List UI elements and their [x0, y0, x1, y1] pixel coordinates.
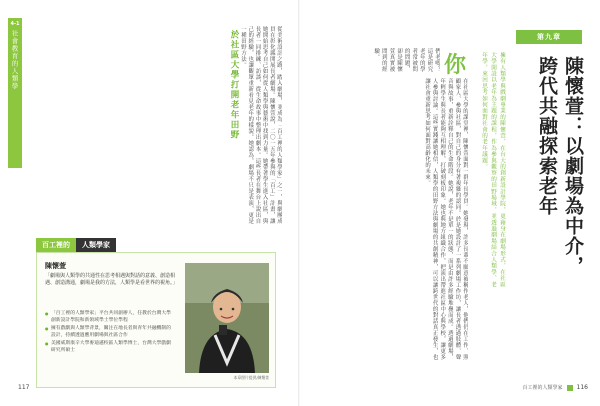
profile-photo: [185, 263, 269, 373]
drop-cap: 你: [444, 53, 467, 78]
side-tab-label: 社會教育的人類學: [10, 30, 19, 90]
chapter-title: 陳懷萱：以劇場為中介，跨代共融探索老年: [536, 56, 584, 276]
right-body-top-paragraph: 們老嗎？這是研究老年的學者常被問的問題，卻是陳懷萱真實被問到的經驗。: [373, 48, 440, 72]
profile-bullet: ● 「百工裡的人類學家」平台共同創辦人，任教於台灣大學創新設計學院和新領域學士學位學程: [45, 311, 173, 324]
right-footer: [523, 384, 588, 391]
portrait-illustration: [185, 263, 269, 373]
chapter-intro: 擁有人類學與戲劇專業的陳懷萱，在台大的創新設計學院，更藉身在劇場形式，在社區大學開設以老年為主題的課程，作為參與觀察的田野場域，並透過劇場結合人類學、老年學，來回思考如何面對社會的老年議題。: [481, 52, 505, 288]
profile-card: [36, 252, 276, 388]
people-tag-2: 人類學家: [76, 238, 116, 252]
running-footer-label: 百工裡的人類學家: [522, 385, 563, 391]
right-body-text: [318, 78, 468, 368]
left-body-text: [32, 26, 282, 234]
people-tag: 百工裡的: [36, 238, 76, 252]
people-section-header: [36, 238, 116, 252]
chapter-label: 第九章: [516, 30, 582, 44]
photo-caption: 本章照片提供/陳懷萱: [233, 375, 269, 380]
profile-bullet: ● 美國威斯康辛大學麥迪遜校區人類學博士，台灣大學戲劇研究所碩士: [45, 341, 173, 354]
right-body-paragraph: 在社區大學的課堂裡，陳懷萱面對一群年長學員。她發現，許多長輩不願意被稱作老人，他們仍在工作、照顧家人、參與社區，對自己的身分有著複雜的認同。於是她設計了一系列劇場工作坊，讓長者透過肢體、聲音與故事，重新詮釋自己的生命階段。她說，老年不是單一的狀態，而是由許多經驗堆疊而成。透過劇場，年輕學生與長者能夠互相理解，打破刻板印象。她也與地方組織合作，把演出帶進社區中心與學校，讓更多人參與討論。這些實踐讓她相信，人類學的田野方法與劇場的共創精神，可以讓跨世代的對話真正發生，也讓社會重新思考如何面對高齡化的未來。: [424, 78, 468, 360]
page-number-left: 117: [18, 384, 30, 391]
right-page: [300, 0, 600, 406]
footer-marker-icon: [567, 385, 573, 391]
chapter-side-tab: [8, 18, 22, 168]
side-tab-number: 4-1: [10, 21, 20, 27]
profile-quote: 「劇場與人類學的共通性在思考相遇與對話的意義、創造相遇、創造溝通，劇場是我的方法，人類學是看世界的視角。」: [45, 273, 178, 286]
profile-bullet: ● 擁有戲劇與人類學背景，關注在地長者與青年共融機制的設計，持續透過應用劇場與社區合作: [45, 326, 173, 339]
page-number-right: 116: [576, 384, 588, 391]
profile-name: 陳懷萱: [45, 262, 66, 270]
right-body-top: [318, 48, 440, 76]
section-heading: 於社區大學打開老年田野: [229, 30, 239, 140]
profile-bullets: [45, 311, 173, 357]
left-body-paragraph: 從美術設計之路，踏入劇場，並成為「百工裡的人類學家」之一，與劇團成員在彰化縣開展長者劇場。陳懷萱說，二〇一五年參與的「百工」計畫，讓她開始思考自己如何從人類學與藝術中找到力量。她帶著學生進入社區，與長者一同排練、訪談，從生命故事中整理出劇本。這些長者在舞台上說出自己的經驗，也讓觀眾重新看見老年的樣貌。她認為，劇場不只是表演，更是一種田野方法。: [239, 26, 282, 224]
